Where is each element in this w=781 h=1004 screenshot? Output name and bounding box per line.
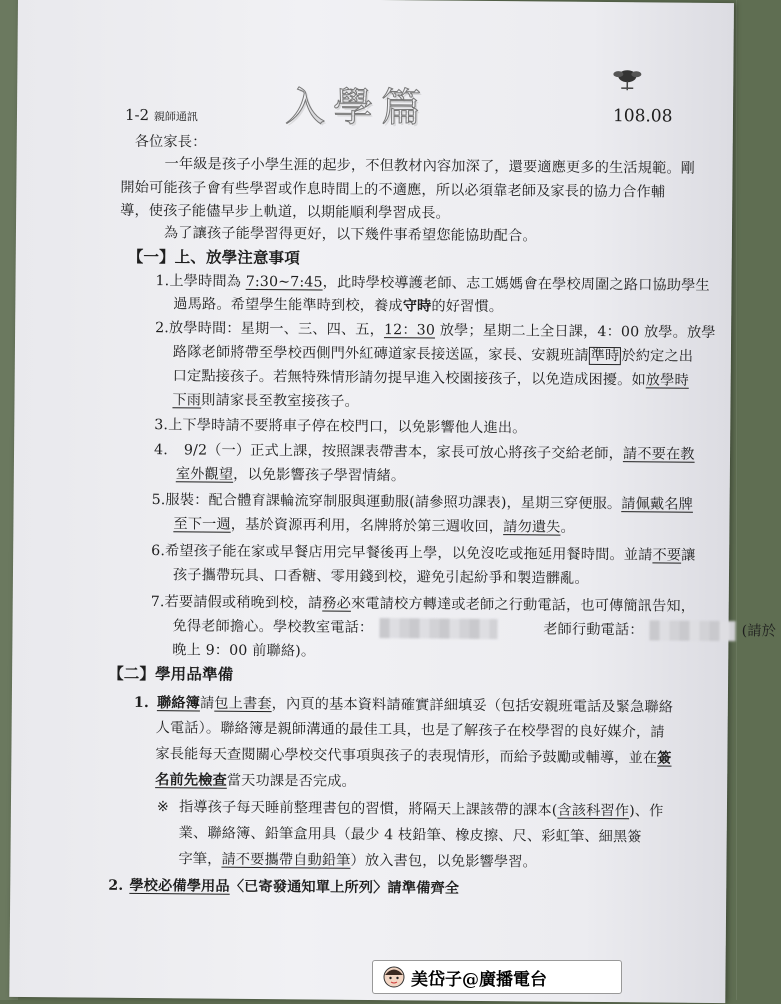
s1-item2-line4: 下雨則請家長至教室接孩子。 [172,392,359,410]
s1-item1-line1: 1.上學時間為 7:30~7:45，此時學校導護老師、志工媽媽會在學校周圍之路口協助學生 [155,273,710,294]
section-1-title: 【一】上、放學注意事項 [127,246,300,268]
s2-note-line1: ※ 指導孩子每天睡前整理書包的習慣，將隔天上課該帶的課本(含該科習作)、作 [156,799,664,820]
s1-item2-line1: 2.放學時間：星期一、三、四、五，12：30 放學；星期二上全日課，4：00 放學。放學 [155,320,716,341]
s1-item5-line1: 5.服裝：配合體育課輪流穿制服與運動服(請參照功課表)，星期三穿便服。請佩戴名牌 [151,492,694,513]
cutting-mat-grid-line [736,0,737,1000]
redacted-school-phone [379,618,497,639]
s1-item3: 3.上下學時請不要將車子停在校門口，以免影響他人進出。 [154,417,527,437]
s1-item7-line3: 晚上 9：00 前聯絡)。 [172,642,316,660]
intro-line-2: 開始可能孩子會有些學習或作息時間上的不適應，所以必須靠老師及家長的協力合作輔 [120,179,666,201]
s2-item1-line1: 1. 聯絡簿請包上書套，內頁的基本資料請確實詳細填妥（包括安親班電話及緊急聯絡 [133,694,674,716]
issue-date: 108.08 [612,106,673,127]
document-page [9,0,777,1003]
s2-item1-line4: 名前先檢查當天功課是否完成。 [155,772,356,790]
section-2-title: 【二】學用品準備 [108,663,234,684]
flower-icon [607,64,647,92]
intro-line-3: 導，使孩子能儘早步上軌道，以期能順利學習成長。 [120,202,450,222]
s2-note-line3: 字筆，請不要攜帶自動鉛筆）放入書包，以免影響學習。 [178,851,538,871]
s2-note-line2: 業、聯絡簿、鉛筆盒用具（最少 4 枝鉛筆、橡皮擦、尺、彩虹筆、細黑簽 [178,825,642,846]
header-code-number: 1-2 [124,105,150,125]
s1-item2-line2: 路隊老師將帶至學校西側門外紅磚道家長接送區，家長、安親班請 準時 於約定之出 [172,344,694,365]
s2-item2: 2. 學校必備學用品〈已寄發通知單上所列〉請準備齊全 [108,877,460,897]
s1-item1-line2: 過馬路。希望學生能準時到校，養成守時的好習慣。 [173,296,504,316]
s1-item4-line1: 4. 9/2（一）正式上課，按照課表帶書本，家長可放心將孩子交給老師，請不要在教 [153,442,695,463]
watermark-badge [372,960,622,994]
header-code-suffix: 親師通訊 [153,110,198,124]
redacted-teacher-phone [650,620,736,641]
s1-item6-line1: 6.希望孩子能在家或早餐店用完早餐後再上學，以免沒吃或拖延用餐時間。並請不要讓 [151,543,696,564]
greeting: 各位家長： [134,133,207,151]
watermark-text: 美岱子@廣播電台 [411,969,547,990]
s2-item1-line3: 家長能每天查閱關心學校交代事項與孩子的表現情形，而給予鼓勵或輔導，並在簽 [155,746,672,767]
intro-line-1: 一年級是孩子小學生涯的起步，不但教材內容加深了，還要適應更多的生活規範。剛 [164,156,696,177]
s1-item4-line2: 室外觀望，以免影響孩子學習情緒。 [175,466,406,485]
s1-item6-line2: 孩子攜帶玩具、口香糖、零用錢到校，避免引起紛爭和製造髒亂。 [172,567,589,587]
s1-item2-line3: 口定點接孩子。若無特殊情形請勿提早進入校園接孩子，以免造成困擾。如放學時 [172,368,689,389]
s1-item7-line1: 7.若要請假或稍晚到校，請務必來電請校方轉達或老師之行動電話，也可傳簡訊告知， [150,594,696,615]
header-code [125,106,198,125]
page-title: 入學篇 [284,84,430,132]
s1-item5-line2: 至下一週，基於資源再利用，名牌將於第三週收回，請勿遺失。 [173,516,575,536]
avatar-icon [383,966,405,988]
s1-item7-line2: 免得老師擔心。學校教室電話： 老師行動電話： (請於 [172,618,777,640]
s2-item1-line2: 人電話）。聯絡簿是親師溝通的最佳工具，也是了解孩子在校學習的良好媒介，請 [155,720,665,741]
intro-line-4: 為了讓孩子能學習得更好，以下幾件事希望您能協助配合。 [163,225,537,245]
